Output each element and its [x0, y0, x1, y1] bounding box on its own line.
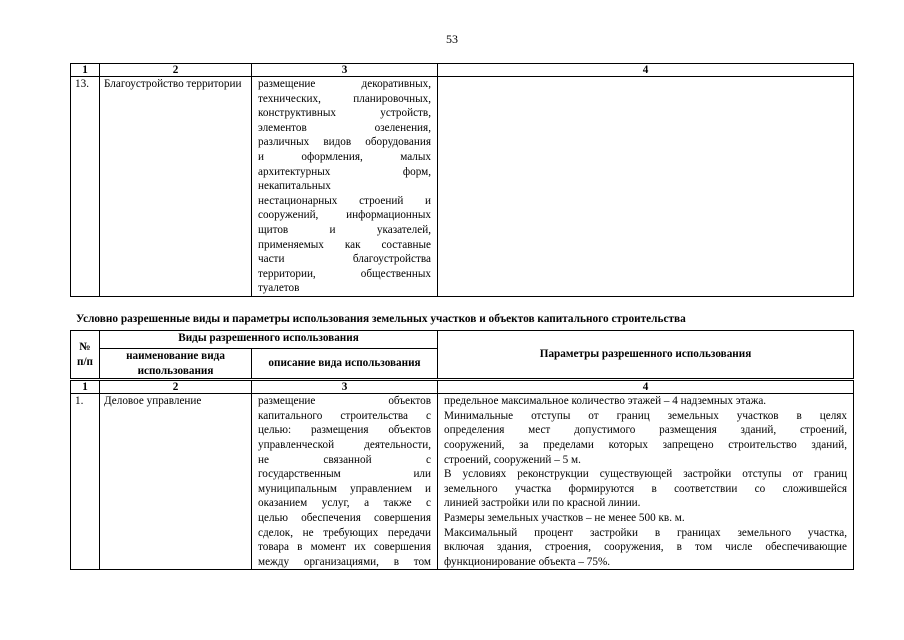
- parameter-line: функционирование объекта – 75%.: [444, 555, 611, 568]
- col-number: 2: [100, 380, 252, 394]
- col-number: 1: [71, 64, 100, 77]
- parameter-line: В условиях реконструкции существующей застройки отступы от границ: [444, 468, 848, 481]
- use-name: Благоустройство территории: [100, 77, 252, 297]
- description-col-header: описание вида использования: [252, 349, 438, 380]
- description-line: капитального строительства с: [258, 409, 432, 422]
- parameters-header: Параметры разрешенного использования: [438, 331, 854, 380]
- description-line: щитов и указателей,: [258, 223, 431, 236]
- description-line: некапитальных: [258, 180, 331, 193]
- description-line: туалетов: [258, 282, 300, 295]
- row-number: 1.: [71, 394, 100, 570]
- parameter-line: определения мест допустимого размещения зданий, строений,: [444, 424, 848, 437]
- table-row: [71, 77, 854, 297]
- use-parameters: [438, 77, 854, 297]
- description-line: применяемых как составные: [258, 238, 431, 251]
- col-number: 1: [71, 380, 100, 394]
- use-parameters: [438, 394, 854, 570]
- description-line: целью обеспечения совершения: [258, 511, 432, 524]
- parameter-line: Размеры земельных участков – не менее 500 кв. м.: [444, 511, 685, 524]
- continued-table: [70, 63, 854, 297]
- description-line: оказанием услуг, а также с: [258, 497, 432, 510]
- parameter-line: Минимальные отступы от границ земельных участков в целях: [444, 409, 848, 422]
- description-line: технических, планировочных,: [258, 92, 431, 105]
- parameter-line: земельного участка формируются в соответствии со сложившейся: [444, 482, 848, 495]
- parameter-line: включая здания, строения, сооружения, в том числе обеспечивающие: [444, 541, 848, 554]
- description-line: элементов озеленения,: [258, 121, 431, 134]
- description-line: нестационарных строений и: [258, 194, 431, 207]
- description-line: целью: размещения объектов: [258, 424, 432, 437]
- page-number: 53: [446, 32, 458, 46]
- description-line: государственным или: [258, 468, 432, 481]
- description-line: между организациями, в том: [258, 555, 432, 568]
- name-col-header: наименование вида использования: [100, 349, 252, 380]
- description-line: размещение объектов: [258, 395, 432, 408]
- description-line: управленческой деятельности,: [258, 438, 432, 451]
- conditional-uses-table: [70, 330, 854, 570]
- section-title: Условно разрешенные виды и параметры использования земельных участков и объектов капитального строительства: [76, 313, 686, 325]
- parameter-line: предельное максимальное количество этажей – 4 надземных этажа.: [444, 395, 767, 408]
- use-description: [252, 77, 438, 297]
- parameter-line: Максимальный процент застройки в границах земельного участка,: [444, 526, 848, 539]
- parameter-line: строений, сооружений – 5 м.: [444, 453, 581, 466]
- description-line: части благоустройства: [258, 253, 431, 266]
- description-line: различных видов оборудования: [258, 136, 431, 149]
- header-row: [71, 331, 854, 349]
- use-description: [252, 394, 438, 570]
- col-number: 3: [252, 64, 438, 77]
- description-line: архитектурных форм,: [258, 165, 431, 178]
- column-number-row: [71, 64, 854, 77]
- num-header: № п/п: [71, 331, 100, 380]
- col-number: 4: [438, 380, 854, 394]
- description-line: сделок, не требующих передачи: [258, 526, 432, 539]
- col-number: 2: [100, 64, 252, 77]
- description-line: территории, общественных: [258, 267, 431, 280]
- use-name: Деловое управление: [100, 394, 252, 570]
- col-number: 3: [252, 380, 438, 394]
- column-number-row: [71, 380, 854, 394]
- parameter-line: сооружений, за пределами которых запрещено строительство зданий,: [444, 438, 848, 451]
- description-line: размещение декоративных,: [258, 78, 431, 90]
- description-line: муниципальным управлением и: [258, 482, 432, 495]
- description-line: конструктивных устройств,: [258, 107, 431, 120]
- table-row: [71, 394, 854, 570]
- description-line: сооружений, информационных: [258, 209, 431, 222]
- description-line: товара в момент их совершения: [258, 541, 432, 554]
- col-number: 4: [438, 64, 854, 77]
- uses-group-header: Виды разрешенного использования: [100, 331, 438, 349]
- row-number: 13.: [71, 77, 100, 297]
- parameter-line: линией застройки или по красной линии.: [444, 497, 641, 510]
- description-line: и оформления, малых: [258, 150, 431, 163]
- description-line: не связанной с: [258, 453, 432, 466]
